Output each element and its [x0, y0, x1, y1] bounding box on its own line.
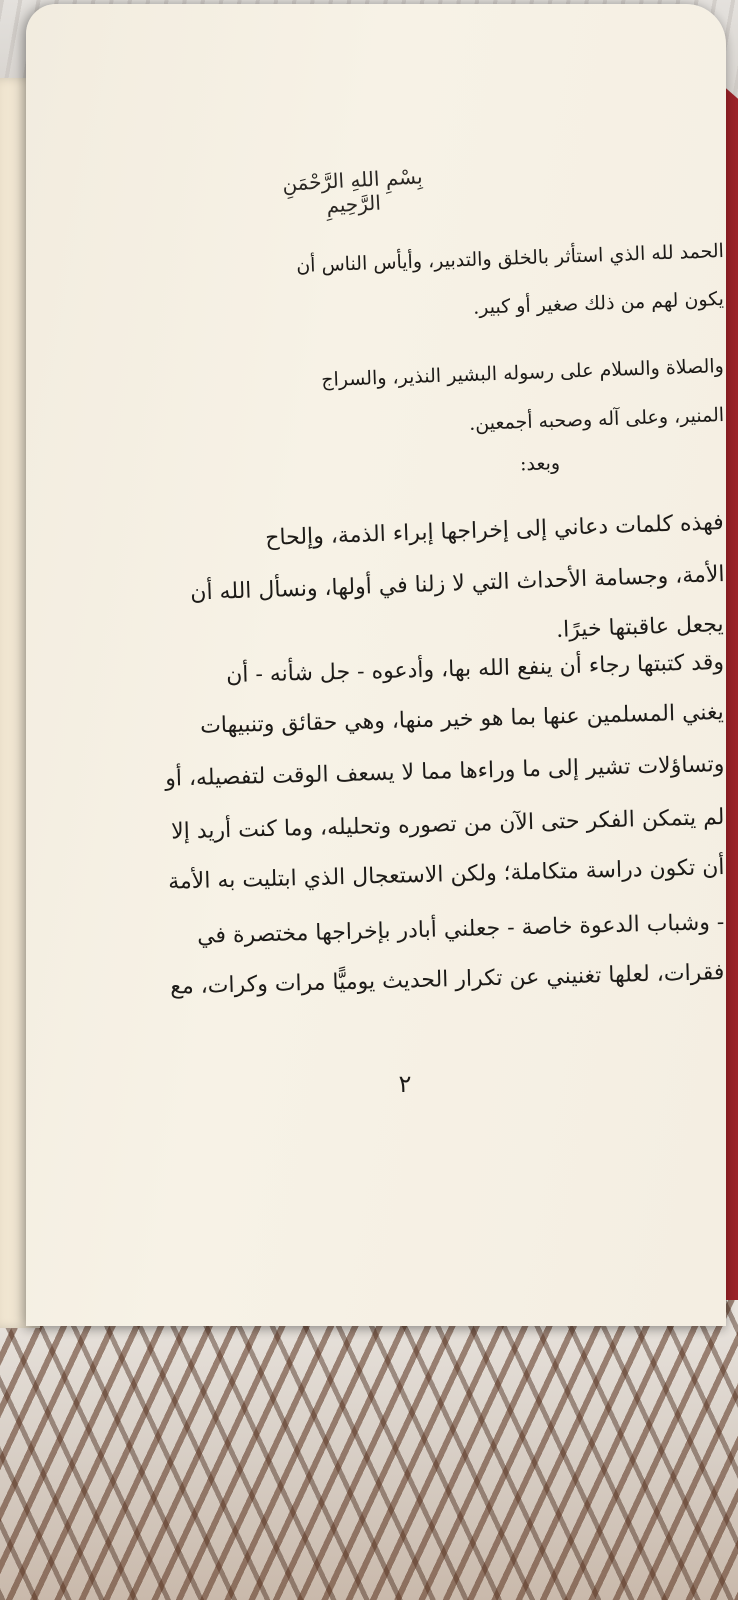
text-line-2: يكون لهم من ذلك صغير أو كبير. [472, 288, 725, 319]
text-line-1: الحمد لله الذي استأثر بالخلق والتدبير، وأيأس الناس أن [296, 240, 725, 277]
text-line-11: وتساؤلات تشير إلى ما وراءها مما لا يسعف الوقت لتفصيله، أو [164, 752, 725, 792]
text-line-9: وقد كتبتها رجاء أن ينفع الله بها، وأدعوه - جل شأنه - أن [225, 650, 725, 689]
basmala-heading: بِسْمِ اللهِ الرَّحْمَنِ الرَّحِيمِ [281, 164, 424, 218]
text-line-3: والصلاة والسلام على رسوله البشير النذير، والسراج [321, 355, 725, 392]
text-line-7: الأمة، وجسامة الأحداث التي لا زلنا في أولها، ونسأل الله أن [189, 562, 725, 606]
text-line-13: أن تكون دراسة متكاملة؛ ولكن الاستعجال الذي ابتليت به الأمة [167, 855, 725, 895]
text-line-12: لم يتمكن الفكر حتى الآن من تصوره وتحليله، وما كنت أريد إلا [170, 805, 725, 845]
text-line-8: يجعل عاقبتها خيرًا. [556, 612, 725, 643]
text-line-15: فقرات، لعلها تغنيني عن تكرار الحديث يوميًّا مرات وكرات، مع [169, 960, 725, 1000]
text-line-6: فهذه كلمات دعاني إلى إخراجها إبراء الذمة، وإلحاح [265, 510, 725, 551]
text-line-14: - وشباب الدعوة خاصة - جعلني أبادر بإخراجها مختصرة في [196, 910, 725, 949]
text-line-5: وبعد: [519, 452, 561, 476]
text-line-10: يغني المسلمين عنها بما هو خير منها، وهي حقائق وتنبيهات [200, 700, 725, 739]
text-line-4: المنير، وعلى آله وصحبه أجمعين. [468, 404, 725, 435]
page-number: ٢ [398, 1070, 412, 1098]
background-fur-rug [0, 1300, 738, 1600]
